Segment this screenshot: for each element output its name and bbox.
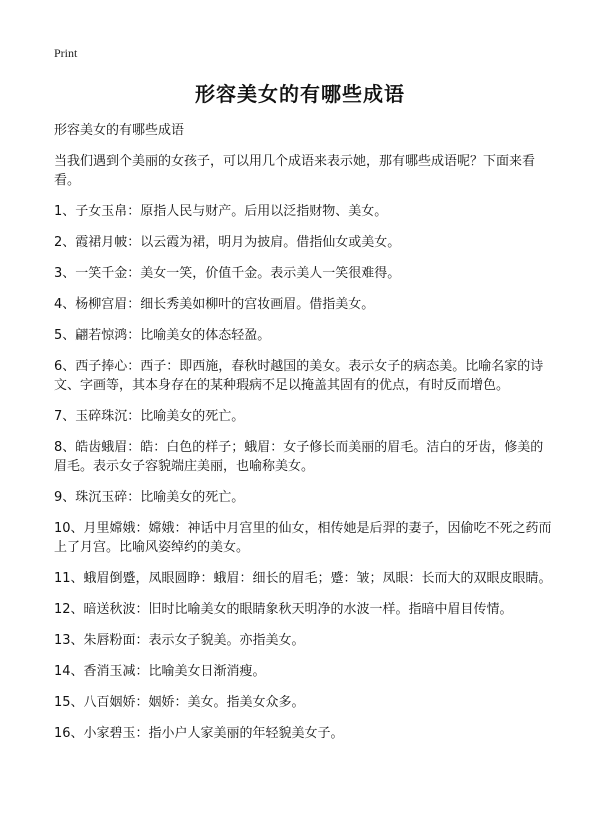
article-intro: 当我们遇到个美丽的女孩子，可以用几个成语来表示她，那有哪些成语呢？下面来看看。	[54, 154, 536, 188]
print-label: Print	[54, 46, 78, 60]
idiom-item-13: 13、朱唇粉面：表示女子貌美。亦指美女。	[54, 633, 305, 648]
idiom-item-7: 7、玉碎珠沉：比喻美女的死亡。	[54, 409, 245, 424]
idiom-item-12: 12、暗送秋波：旧时比喻美女的眼睛象秋天明净的水波一样。指暗中眉目传情。	[54, 602, 513, 617]
idiom-item-16: 16、小家碧玉：指小户人家美丽的年轻貌美女子。	[54, 726, 344, 741]
idiom-item-11: 11、蛾眉倒蹙，凤眼圆睁：蛾眉：细长的眉毛；蹙：皱；凤眼：长而大的双眼皮眼睛。	[54, 571, 552, 586]
idiom-item-1: 1、子女玉帛：原指人民与财产。后用以泛指财物、美女。	[54, 204, 388, 219]
page-title: 形容美女的有哪些成语	[195, 82, 405, 106]
article-subtitle: 形容美女的有哪些成语	[54, 123, 185, 138]
idiom-item-5: 5、翩若惊鸿：比喻美女的体态轻盈。	[54, 328, 271, 343]
idiom-item-4: 4、杨柳宫眉：细长秀美如柳叶的宫妆画眉。借指美女。	[54, 297, 375, 312]
idiom-item-14: 14、香消玉减：比喻美女日渐消瘦。	[54, 664, 266, 679]
idiom-item-3: 3、一笑千金：美女一笑，价值千金。表示美人一笑很难得。	[54, 266, 401, 281]
article-body	[54, 121, 554, 755]
idiom-item-2: 2、霞裙月帔：以云霞为裙，明月为披肩。借指仙女或美女。	[54, 235, 401, 250]
idiom-item-6: 6、西子捧心：西子：即西施，春秋时越国的美女。表示女子的病态美。比喻名家的诗文、字画等，其本身存在的某种瑕病不足以掩盖其固有的优点，有时反而增色。	[54, 359, 544, 393]
idiom-item-9: 9、珠沉玉碎：比喻美女的死亡。	[54, 490, 245, 505]
idiom-item-8: 8、皓齿蛾眉：皓：白色的样子；蛾眉：女子修长而美丽的眉毛。洁白的牙齿，修美的眉毛。表示女子容貌端庄美丽，也喻称美女。	[54, 440, 544, 474]
idiom-item-15: 15、八百姻娇：姻娇：美女。指美女众多。	[54, 695, 305, 710]
idiom-item-10: 10、月里嫦娥：嫦娥：神话中月宫里的仙女，相传她是后羿的妻子，因偷吃不死之药而上了月宫。比喻风姿绰约的美女。	[54, 521, 552, 555]
